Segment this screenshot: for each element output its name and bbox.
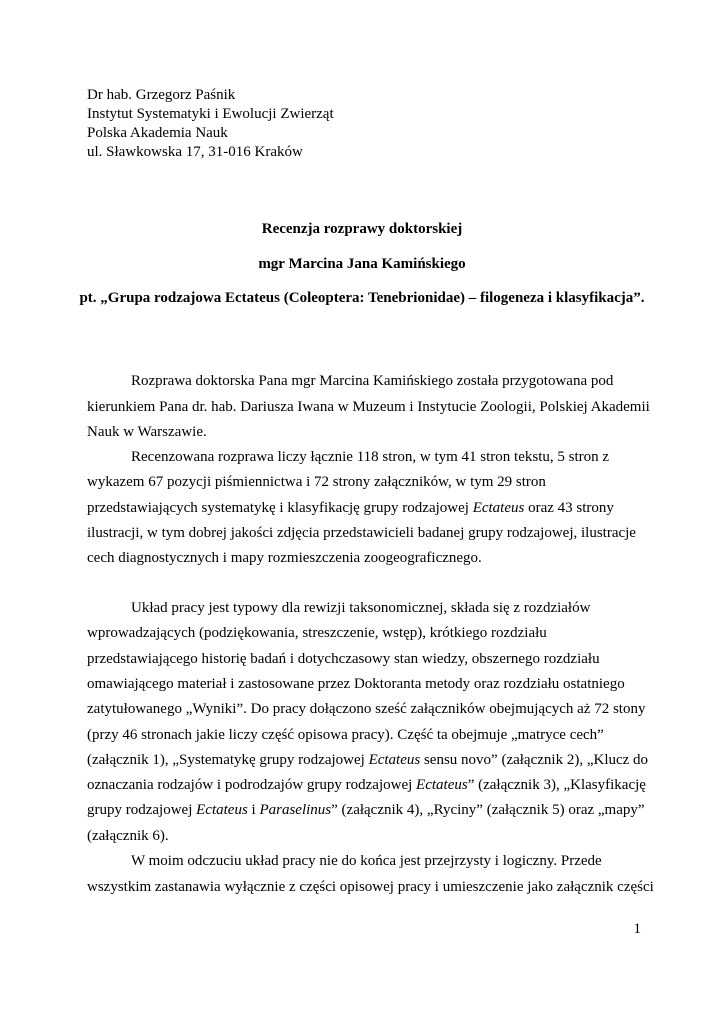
thesis-title: pt. „Grupa rodzajowa Ectateus (Coleoptera: Tenebrionidae) – filogeneza i klasyfikacja”.: [79, 290, 645, 306]
taxon-name: Ectateus: [416, 777, 468, 793]
candidate-name: mgr Marcina Jana Kamińskiego: [258, 256, 466, 272]
author-address: [87, 86, 334, 162]
body-line: wprowadzających (podziękowania, streszczenie, wstęp), krótkiego rozdziału: [87, 625, 547, 641]
body-line: cech diagnostycznych i mapy rozmieszczenia zoogeograficznego.: [87, 550, 482, 566]
body-line: wykazem 67 pozycji piśmiennictwa i 72 strony załączników, w tym 29 stron: [87, 474, 546, 490]
body-line: wszystkim zastanawia wyłącznie z części opisowej pracy i umieszczenie jako załącznik części: [87, 879, 654, 895]
body-line: przedstawiających systematykę i klasyfikację grupy rodzajowej Ectateus oraz 43 strony: [87, 500, 614, 516]
page-number: 1: [633, 921, 641, 937]
institute-name: Instytut Systematyki i Ewolucji Zwierząt: [87, 106, 334, 122]
body-line: ilustracji, w tym dobrej jakości zdjęcia przedstawicieli badanej grupy rodzajowej, ilustracje: [87, 525, 636, 541]
body-line: grupy rodzajowej Ectateus i Paraselinus” (załącznik 4), „Ryciny” (załącznik 5) oraz „mapy”: [87, 802, 645, 818]
street-address: ul. Sławkowska 17, 31-016 Kraków: [87, 144, 303, 160]
taxon-name: Ectateus: [472, 500, 525, 516]
body-line: oznaczania rodzajów i podrodzajów grupy rodzajowej Ectateus” (załącznik 3), „Klasyfikację: [87, 777, 646, 793]
body-line: (przy 46 stronach jakie liczy część opisowa pracy). Część ta obejmuje „matryce cech”: [87, 727, 604, 743]
body-line: zatytułowanego „Wyniki”. Do pracy dołączono sześć załączników obejmujących aż 72 stony: [87, 701, 646, 717]
body-line: Rozprawa doktorska Pana mgr Marcina Kamińskiego została przygotowana pod: [131, 373, 614, 389]
taxon-name: Paraselinus: [259, 802, 332, 818]
body-line: Nauk w Warszawie.: [87, 424, 207, 440]
body-line: omawiającego materiał i zastosowane przez Doktoranta metody oraz rozdziału ostatniego: [87, 676, 625, 692]
body-line: W moim odczuciu układ pracy nie do końca jest przejrzysty i logiczny. Przede: [131, 853, 602, 869]
body-line: (załącznik 1), „Systematykę grupy rodzajowej Ectateus sensu novo” (załącznik 2), „Klucz do: [87, 752, 649, 768]
body-line: Układ pracy jest typowy dla rewizji taksonomicznej, składa się z rozdziałów: [131, 600, 591, 616]
academy-name: Polska Akademia Nauk: [87, 125, 228, 141]
taxon-name: Ectateus: [196, 802, 248, 818]
taxon-name: Ectateus: [368, 752, 421, 768]
body-line: przedstawiającego historię badań i dotychczasowy stan wiedzy, obszernego rozdziału: [87, 651, 600, 667]
review-title: Recenzja rozprawy doktorskiej: [261, 221, 463, 237]
body-line: (załącznik 6).: [87, 828, 169, 844]
body-line: Recenzowana rozprawa liczy łącznie 118 stron, w tym 41 stron tekstu, 5 stron z: [131, 449, 610, 465]
author-name: Dr hab. Grzegorz Paśnik: [87, 87, 236, 103]
body-line: kierunkiem Pana dr. hab. Dariusza Iwana w Muzeum i Instytucie Zoologii, Polskiej Akademii: [87, 399, 650, 415]
